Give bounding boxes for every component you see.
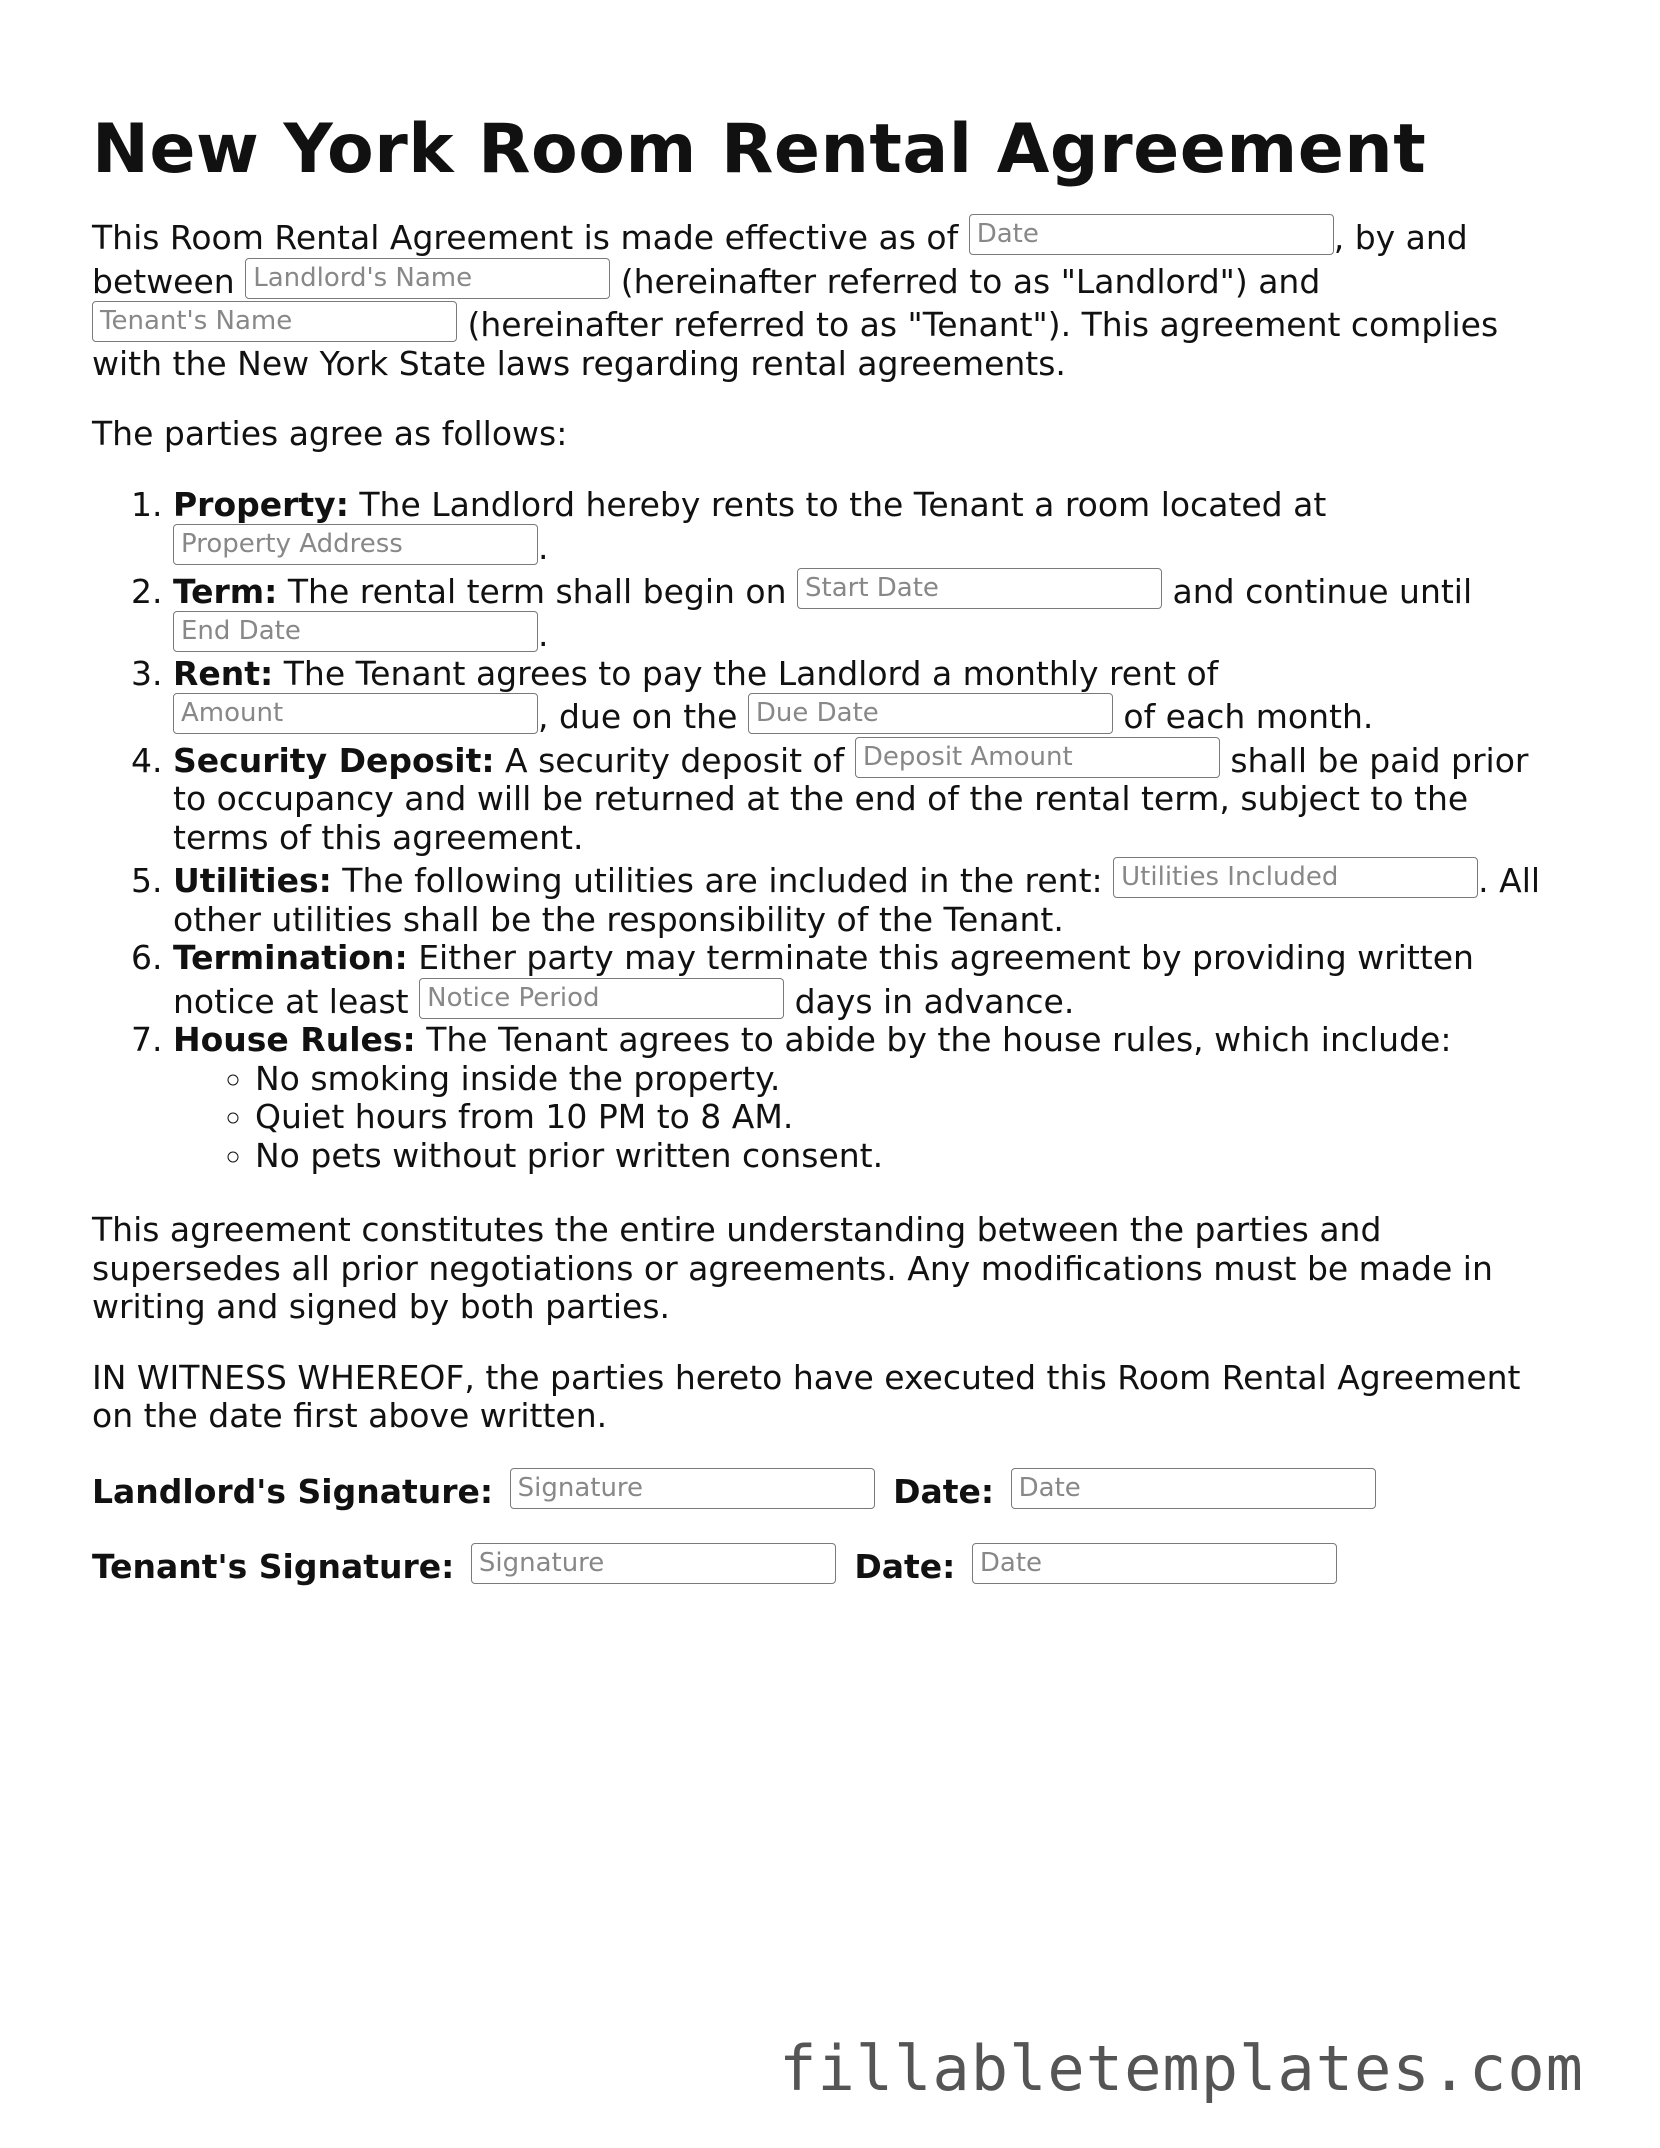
- intro-text-4: (hereinafter referred to as "Tenant"). This agreement complies with the New York State laws regarding rental agreements.: [92, 305, 1499, 383]
- term-property-text-2: .: [538, 528, 549, 567]
- tenant-signature-row: [92, 1543, 1572, 1588]
- landlord-name-field[interactable]: Landlord's Name: [245, 258, 610, 299]
- start-date-field[interactable]: Start Date: [797, 568, 1162, 609]
- landlord-signature-label: Landlord's Signature:: [92, 1471, 494, 1511]
- term-term: [173, 568, 1572, 655]
- terms-list: [92, 486, 1572, 1176]
- due-date-field[interactable]: Due Date: [748, 693, 1113, 734]
- term-deposit-text-1: A security deposit of: [494, 740, 855, 780]
- landlord-date-label: Date:: [893, 1471, 995, 1511]
- term-term-label: Term:: [173, 571, 278, 611]
- term-rent-label: Rent:: [173, 653, 274, 693]
- landlord-signature-field[interactable]: Signature: [510, 1468, 875, 1509]
- house-rules-list: [173, 1060, 1572, 1176]
- tenant-date-label: Date:: [854, 1546, 956, 1586]
- intro-text-2: , by and between: [92, 218, 1468, 301]
- term-utilities-text-2: . All other utilities shall be the responsibility of the Tenant.: [173, 861, 1541, 939]
- term-deposit-text-2: shall be paid prior to occupancy and will be returned at the end of the rental term, subject to the terms of this agreement.: [173, 740, 1529, 857]
- term-house-rules-label: House Rules:: [173, 1020, 416, 1059]
- entire-agreement-paragraph: This agreement constitutes the entire understanding between the parties and supersedes all prior negotiations or agreements. Any modifications must be made in writing and signed by both parties.: [92, 1210, 1493, 1326]
- term-house-rules-text-1: The Tenant agrees to abide by the house rules, which include:: [415, 1020, 1452, 1059]
- watermark: fillabletemplates.com: [779, 2032, 1584, 2105]
- house-rule-item: ◦ No pets without prior written consent.: [255, 1137, 1572, 1176]
- tenant-date-field[interactable]: Date: [972, 1543, 1337, 1584]
- term-rent-text-3: of each month.: [1112, 697, 1374, 736]
- intro-text-3: (hereinafter referred to as "Landlord") and: [610, 261, 1321, 301]
- landlord-date-field[interactable]: Date: [1011, 1468, 1376, 1509]
- notice-period-field[interactable]: Notice Period: [419, 978, 784, 1019]
- intro-paragraph: [92, 214, 1572, 383]
- rent-amount-field[interactable]: Amount: [173, 693, 538, 734]
- term-term-text-3: .: [538, 615, 549, 654]
- deposit-amount-field[interactable]: Deposit Amount: [855, 737, 1220, 778]
- property-address-field[interactable]: Property Address: [173, 524, 538, 565]
- term-termination-label: Termination:: [173, 938, 408, 977]
- term-term-text-2: and continue until: [1162, 571, 1473, 611]
- term-deposit-label: Security Deposit:: [173, 740, 495, 780]
- term-utilities: [173, 857, 1572, 939]
- term-house-rules: [173, 1021, 1572, 1175]
- term-rent-text-1: The Tenant agrees to pay the Landlord a monthly rent of: [273, 653, 1219, 693]
- term-rent: [173, 655, 1572, 737]
- term-term-text-1: The rental term shall begin on: [277, 571, 797, 611]
- term-termination-text-1: Either party may terminate this agreement by providing written notice at least: [173, 938, 1474, 1021]
- term-property-label: Property:: [173, 484, 349, 524]
- term-utilities-label: Utilities:: [173, 861, 332, 900]
- term-termination: [173, 939, 1572, 1021]
- tenant-name-field[interactable]: Tenant's Name: [92, 301, 457, 342]
- term-rent-text-2: , due on the: [538, 697, 748, 736]
- tenant-signature-field[interactable]: Signature: [471, 1543, 836, 1584]
- house-rule-item: ◦ Quiet hours from 10 PM to 8 AM.: [255, 1098, 1572, 1137]
- witness-paragraph: IN WITNESS WHEREOF, the parties hereto have executed this Room Rental Agreement on the date first above written.: [92, 1357, 1521, 1435]
- effective-date-field[interactable]: Date: [969, 214, 1334, 255]
- term-property-text-1: The Landlord hereby rents to the Tenant a room located at: [348, 484, 1327, 524]
- end-date-field[interactable]: End Date: [173, 611, 538, 652]
- term-termination-text-2: days in advance.: [784, 981, 1075, 1021]
- term-utilities-text-1: The following utilities are included in the rent:: [331, 861, 1114, 900]
- house-rule-item: ◦ No smoking inside the property.: [255, 1060, 1572, 1099]
- term-deposit: [173, 737, 1572, 858]
- utilities-included-field[interactable]: Utilities Included: [1113, 857, 1478, 898]
- tenant-signature-label: Tenant's Signature:: [92, 1546, 455, 1586]
- page-title: New York Room Rental Agreement: [92, 110, 1427, 189]
- parties-intro: The parties agree as follows:: [92, 414, 568, 453]
- agreement-page: [92, 110, 1572, 1618]
- intro-text-1: This Room Rental Agreement is made effective as of: [92, 218, 969, 257]
- term-property: [173, 486, 1572, 568]
- landlord-signature-row: [92, 1468, 1572, 1513]
